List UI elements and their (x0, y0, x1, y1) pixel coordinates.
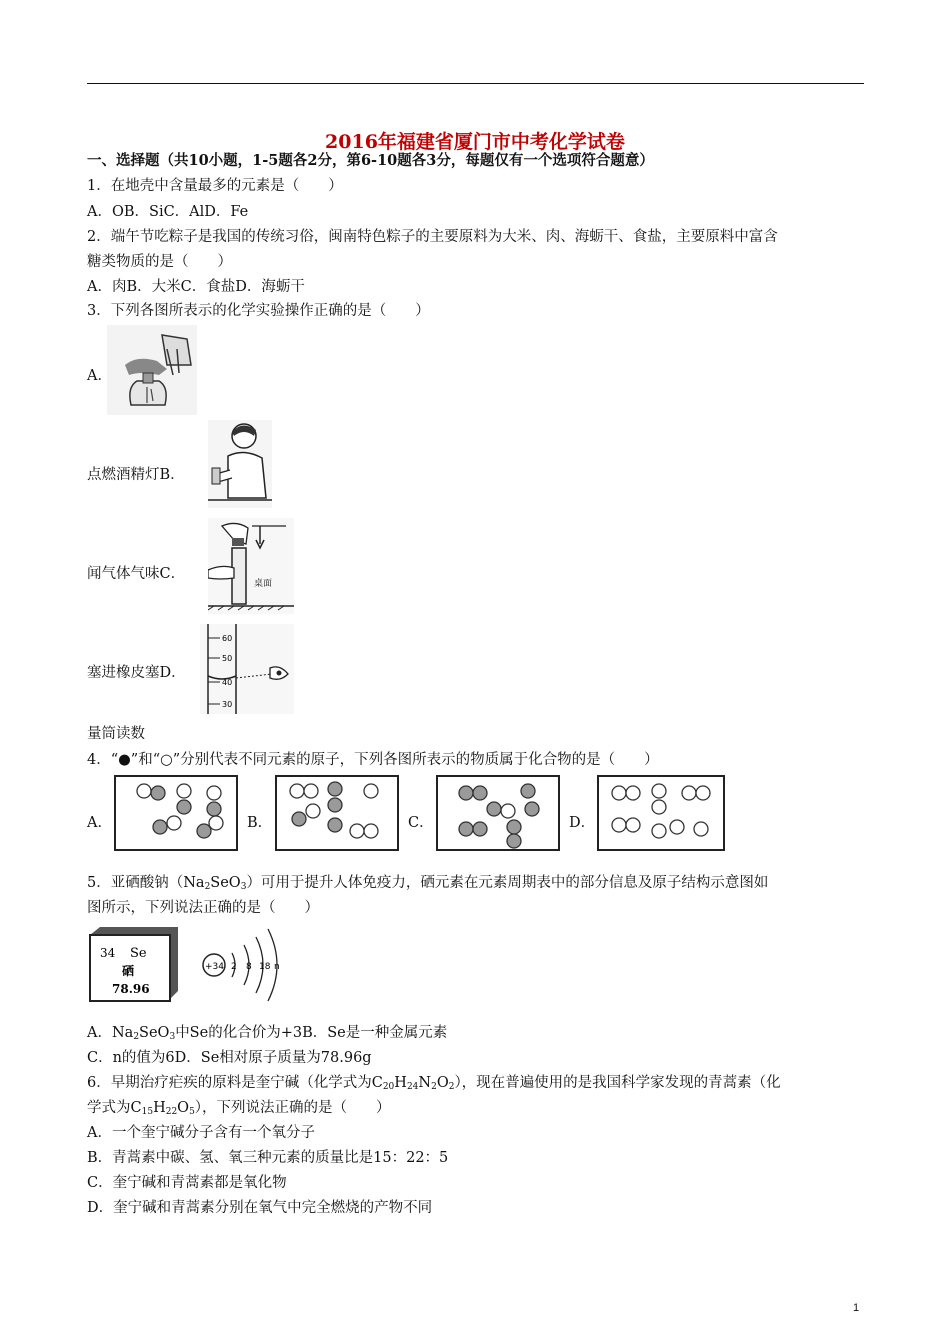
q6-option-a: A．一个奎宁碱分子含有一个氧分子 (87, 1125, 315, 1141)
selenium-element-cell (86, 925, 182, 1003)
shell-3: 18 (259, 962, 271, 972)
q3-label-d: 塞进橡皮塞D． (87, 665, 186, 681)
q1-stem: 1．在地壳中含量最多的元素是（ ） (87, 178, 343, 194)
q3-figure-c (208, 518, 294, 614)
q5-options-ab: A．$Na_2SeO_3$中Se的化合价为+3B．Se是一种金属元素 (87, 1025, 448, 1042)
exam-title: 2016年福建省厦门市中考化学试卷 (325, 131, 625, 153)
element-name: 硒 (122, 964, 135, 978)
q3-figure-a (107, 325, 197, 415)
q3-label-a: A． (87, 368, 112, 384)
q5-stem-line2: 图所示，下列说法正确的是（ ） (87, 900, 319, 916)
q6-option-b: B．青蒿素中碳、氢、氧三种元素的质量比是15：22：5 (87, 1150, 449, 1166)
q3-figure-b (208, 420, 272, 508)
shell-1: 2 (231, 962, 237, 972)
q3-label-c: 闻气体气味C． (87, 566, 186, 582)
q2-stem-line1: 2．端午节吃粽子是我国的传统习俗，闽南特色粽子的主要原料为大米、肉、海蛎干、食盐，主要原料中富含 (87, 229, 778, 245)
shell-4: n (274, 962, 280, 972)
desk-label: 桌面 (254, 579, 273, 589)
atomic-mass: 78.96 (112, 982, 150, 996)
q5-stem-line1: 5．亚硒酸钠$(Na_2SeO_3)$可用于提升人体免疫力，硒元素在元素周期表中的部分信息及原子结构示意图如 (87, 875, 769, 892)
header-rule (87, 83, 864, 84)
q6-option-d: D．奎宁碱和青蒿素分别在氧气中完全燃烧的产物不同 (87, 1200, 433, 1216)
q4-box-c (436, 775, 560, 851)
q3-figure-d (200, 624, 294, 714)
selenium-atom-diagram (200, 925, 290, 1005)
section-heading: 一、选择题（共10小题，1-5题各2分，第6-10题各3分，每题仅有一个选项符合题意） (87, 152, 654, 169)
atomic-number: 34 (100, 946, 116, 960)
q4-label-c: C． (408, 815, 434, 831)
tick-60: 60 (222, 634, 233, 643)
q4-label-b: B． (247, 815, 273, 831)
q4-stem: 4．“●”和“○”分别代表不同元素的原子，下列各图所表示的物质属于化合物的是（ ） (87, 752, 659, 768)
q3-tail: 量筒读数 (87, 726, 145, 742)
q4-box-d (597, 775, 725, 851)
q5-options-cd: C．n的值为6D．Se相对原子质量为78.96g (87, 1050, 372, 1066)
q4-box-a (114, 775, 238, 851)
shell-2: 8 (246, 962, 252, 972)
element-symbol: Se (130, 946, 147, 961)
q4-label-a: A． (87, 815, 112, 831)
tick-30: 30 (222, 700, 233, 709)
q3-label-b: 点燃酒精灯B． (87, 467, 185, 483)
q2-stem-line2: 糖类物质的是（ ） (87, 254, 232, 270)
nucleus-charge: +34 (205, 962, 224, 972)
q4-box-b (275, 775, 399, 851)
tick-50: 50 (222, 654, 233, 663)
q4-label-d: D． (569, 815, 596, 831)
q6-stem-line2: 学式为$C_{15}H_{22}O_5$），下列说法正确的是（ ） (87, 1100, 391, 1117)
q2-options: A．肉B．大米C．食盐D．海蛎干 (87, 279, 305, 295)
q6-option-c: C．奎宁碱和青蒿素都是氧化物 (87, 1175, 287, 1191)
tick-40: 40 (222, 678, 233, 687)
q1-options: A．OB．SiC．AlD．Fe (87, 204, 249, 220)
page-number: 1 (853, 1302, 860, 1314)
q6-stem-line1: 6．早期治疗疟疾的原料是奎宁碱（化学式为$C_{20}H_{24}N_2O_2$），现在普遍使用的是我国科学家发现的青蒿素（化 (87, 1075, 781, 1092)
q3-stem: 3．下列各图所表示的化学实验操作正确的是（ ） (87, 303, 430, 319)
